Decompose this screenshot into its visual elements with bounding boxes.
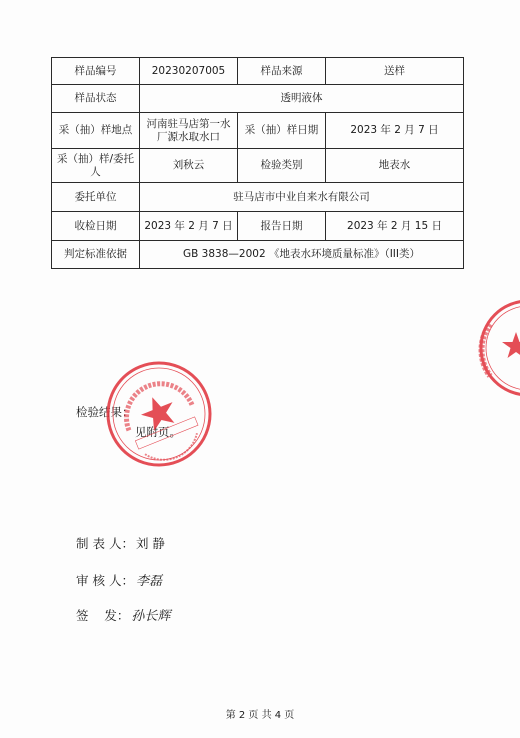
sampling-date-label: 采（抽）样日期 (238, 113, 326, 149)
table-row (52, 85, 464, 113)
sampling-location-value: 河南驻马店第一水厂源水取水口 (140, 113, 238, 149)
reviewer-signature-row (76, 570, 162, 589)
table-row (52, 58, 464, 85)
sample-state-label: 样品状态 (52, 85, 140, 113)
issuer-signature: 孙长辉 (131, 609, 171, 624)
maker-label: 制 表 人： (76, 536, 134, 551)
maker-name: 刘 静 (135, 536, 165, 551)
sample-number-label: 样品编号 (52, 58, 140, 85)
reviewer-label: 审 核 人： (76, 573, 134, 588)
standard-value: GB 3838—2002 《地表水环境质量标准》（III类） (140, 241, 464, 269)
receive-date-value: 2023 年 2 月 7 日 (140, 212, 238, 241)
sampling-location-label: 采（抽）样地点 (52, 113, 140, 149)
sample-info-table (51, 57, 464, 269)
test-category-label: 检验类别 (238, 149, 326, 183)
partial-seal-stamp (476, 296, 520, 400)
inspection-seal-stamp (103, 358, 215, 470)
issuer-label: 签 发： (76, 608, 130, 623)
sampler-label: 采（抽）样/委托人 (52, 149, 140, 183)
table-row (52, 149, 464, 183)
client-unit-value: 驻马店市中业自来水有限公司 (140, 183, 464, 212)
table-row (52, 241, 464, 269)
maker-signature-row (76, 534, 165, 552)
sample-number-value: 20230207005 (140, 58, 238, 85)
reviewer-signature: 李磊 (135, 574, 162, 589)
table-row (52, 113, 464, 149)
page-number: 第 2 页 共 4 页 (225, 710, 295, 721)
sampling-date-value: 2023 年 2 月 7 日 (326, 113, 464, 149)
sample-state-value: 透明液体 (140, 85, 464, 113)
test-category-value: 地表水 (326, 149, 464, 183)
table-row (52, 183, 464, 212)
receive-date-label: 收检日期 (52, 212, 140, 241)
sample-source-value: 送样 (326, 58, 464, 85)
standard-label: 判定标准依据 (52, 241, 140, 269)
issuer-signature-row (76, 605, 170, 624)
client-unit-label: 委托单位 (52, 183, 140, 212)
result-title: 检验结果： (76, 405, 134, 419)
report-date-label: 报告日期 (238, 212, 326, 241)
result-text: 见附页。 (135, 425, 181, 439)
sampler-value: 刘秋云 (140, 149, 238, 183)
report-date-value: 2023 年 2 月 15 日 (326, 212, 464, 241)
table-row (52, 212, 464, 241)
sample-source-label: 样品来源 (238, 58, 326, 85)
